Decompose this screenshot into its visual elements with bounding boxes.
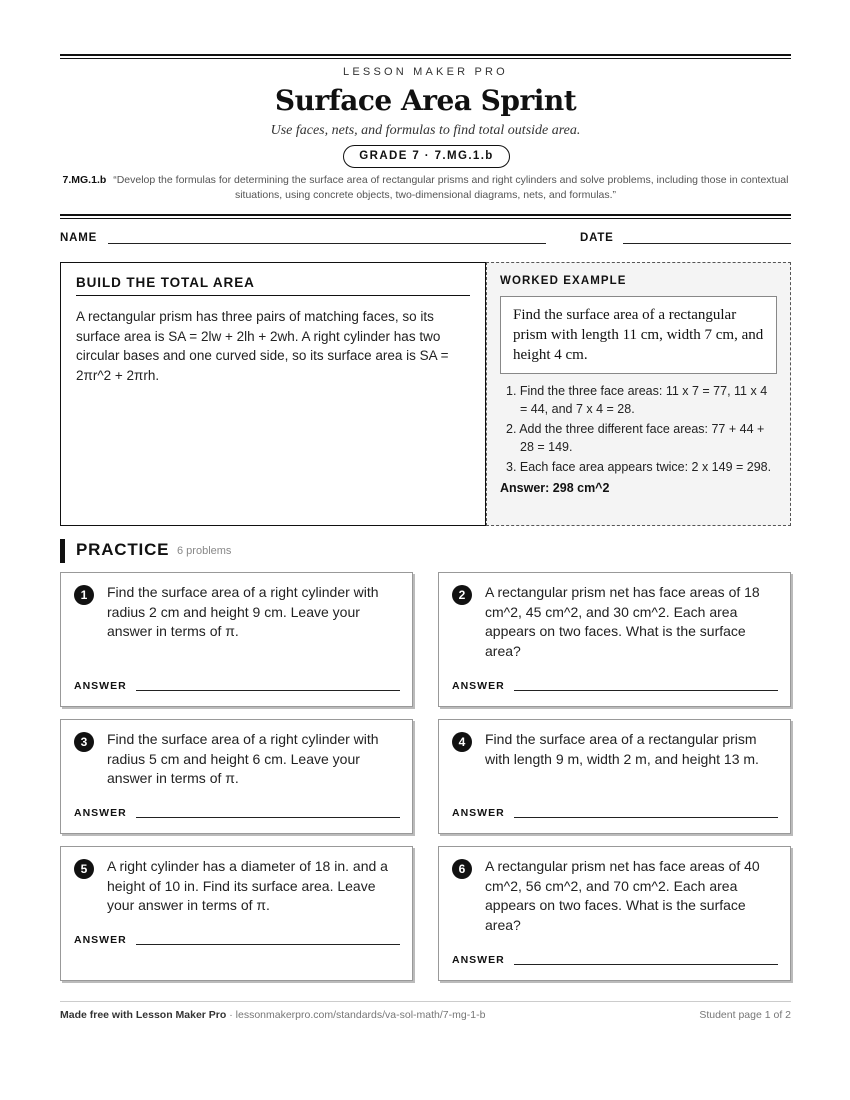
worked-step: 2. Add the three different face areas: 77 + 44 + 28 = 149.	[506, 422, 765, 454]
problem-number: 5	[74, 859, 94, 879]
name-label: NAME	[60, 232, 98, 244]
footer-url[interactable]: · lessonmakerpro.com/standards/va-sol-math/7-mg-1-b	[226, 1009, 486, 1021]
problem-card	[60, 572, 413, 707]
footer-rule	[60, 1001, 791, 1002]
problem-card	[438, 572, 791, 707]
problem-card	[438, 846, 791, 981]
problem-number: 1	[74, 585, 94, 605]
footer-made-by: Made free with Lesson Maker Pro	[60, 1009, 227, 1021]
worked-step: 1. Find the three face areas: 11 x 7 = 77, 11 x 4 = 44, and 7 x 4 = 28.	[506, 384, 768, 416]
problem-card	[438, 719, 791, 834]
answer-field[interactable]	[514, 690, 778, 691]
problem-number: 4	[452, 732, 472, 752]
standard-code: 7.MG.1.b	[62, 174, 107, 186]
answer-label: ANSWER	[452, 807, 505, 819]
answer-row	[74, 930, 400, 948]
top-double-rule	[60, 54, 791, 59]
answer-row	[452, 950, 778, 968]
practice-accent-bar	[60, 539, 65, 563]
problem-text: A right cylinder has a diameter of 18 in. and a height of 10 in. Find its surface area. Leave your answer in terms of π.	[107, 858, 388, 913]
page-title: Surface Area Sprint	[274, 84, 577, 117]
worked-example-steps	[500, 382, 777, 476]
answer-field[interactable]	[136, 944, 400, 945]
answer-field[interactable]	[514, 964, 778, 965]
worked-example-title: WORKED EXAMPLE	[500, 275, 627, 287]
standard-statement	[60, 173, 791, 203]
worked-example-box	[486, 262, 791, 526]
problem-text: A rectangular prism net has face areas of 40 cm^2, 56 cm^2, and 70 cm^2. Each area appears on two faces. What is the surface area?	[485, 858, 760, 933]
build-area-box	[60, 262, 486, 526]
answer-label: ANSWER	[452, 680, 505, 692]
answer-row	[74, 803, 400, 821]
brand-name: LESSON MAKER PRO	[343, 66, 508, 78]
grade-badge: GRADE 7 · 7.MG.1.b	[343, 145, 510, 168]
practice-heading: PRACTICE	[76, 540, 170, 559]
name-field[interactable]	[108, 243, 546, 244]
worksheet-page	[60, 0, 791, 1100]
problem-number: 2	[452, 585, 472, 605]
date-label: DATE	[580, 232, 614, 244]
footer-credit	[60, 1009, 485, 1021]
problem-text: Find the surface area of a right cylinder with radius 5 cm and height 6 cm. Leave your answer in terms of π.	[107, 731, 379, 786]
build-area-title: BUILD THE TOTAL AREA	[76, 275, 470, 296]
answer-label: ANSWER	[74, 680, 127, 692]
worked-example-problem: Find the surface area of a rectangular prism with length 11 cm, width 7 cm, and height 4 cm.	[500, 296, 777, 374]
header-double-rule	[60, 214, 791, 219]
date-field[interactable]	[623, 243, 791, 244]
problem-number: 3	[74, 732, 94, 752]
answer-field[interactable]	[136, 690, 400, 691]
answer-row	[452, 803, 778, 821]
worked-step: 3. Each face area appears twice: 2 x 149 = 298.	[506, 460, 772, 474]
problem-card	[60, 846, 413, 981]
answer-row	[452, 676, 778, 694]
problem-card	[60, 719, 413, 834]
answer-field[interactable]	[136, 817, 400, 818]
answer-field[interactable]	[514, 817, 778, 818]
answer-label: ANSWER	[452, 954, 505, 966]
problem-text: Find the surface area of a rectangular prism with length 9 m, width 2 m, and height 13 m.	[485, 731, 759, 767]
answer-label: ANSWER	[74, 807, 127, 819]
answer-label: ANSWER	[74, 934, 127, 946]
worked-example-answer: Answer: 298 cm^2	[500, 481, 610, 495]
practice-count: 6 problems	[177, 545, 232, 557]
standard-text: “Develop the formulas for determining the surface area of rectangular prisms and right cylinders and solve problems, including those in contextual situations, using concrete objects, two-dimensional diagrams, nets, and formulas.”	[113, 174, 789, 201]
footer-page-number: Student page 1 of 2	[699, 1009, 791, 1021]
build-area-text: A rectangular prism has three pairs of matching faces, so its surface area is SA = 2lw + 2lh + 2wh. A right cylinder has two circular bases and one curved side, so its surface area is SA = 2πr^2 + 2πrh.	[76, 309, 449, 383]
page-subtitle: Use faces, nets, and formulas to find total outside area.	[270, 123, 581, 138]
problem-text: A rectangular prism net has face areas of 18 cm^2, 45 cm^2, and 30 cm^2. Each area appears on two faces. What is the surface area?	[485, 584, 760, 659]
answer-row	[74, 676, 400, 694]
problem-number: 6	[452, 859, 472, 879]
problem-text: Find the surface area of a right cylinder with radius 2 cm and height 9 cm. Leave your answer in terms of π.	[107, 584, 379, 639]
